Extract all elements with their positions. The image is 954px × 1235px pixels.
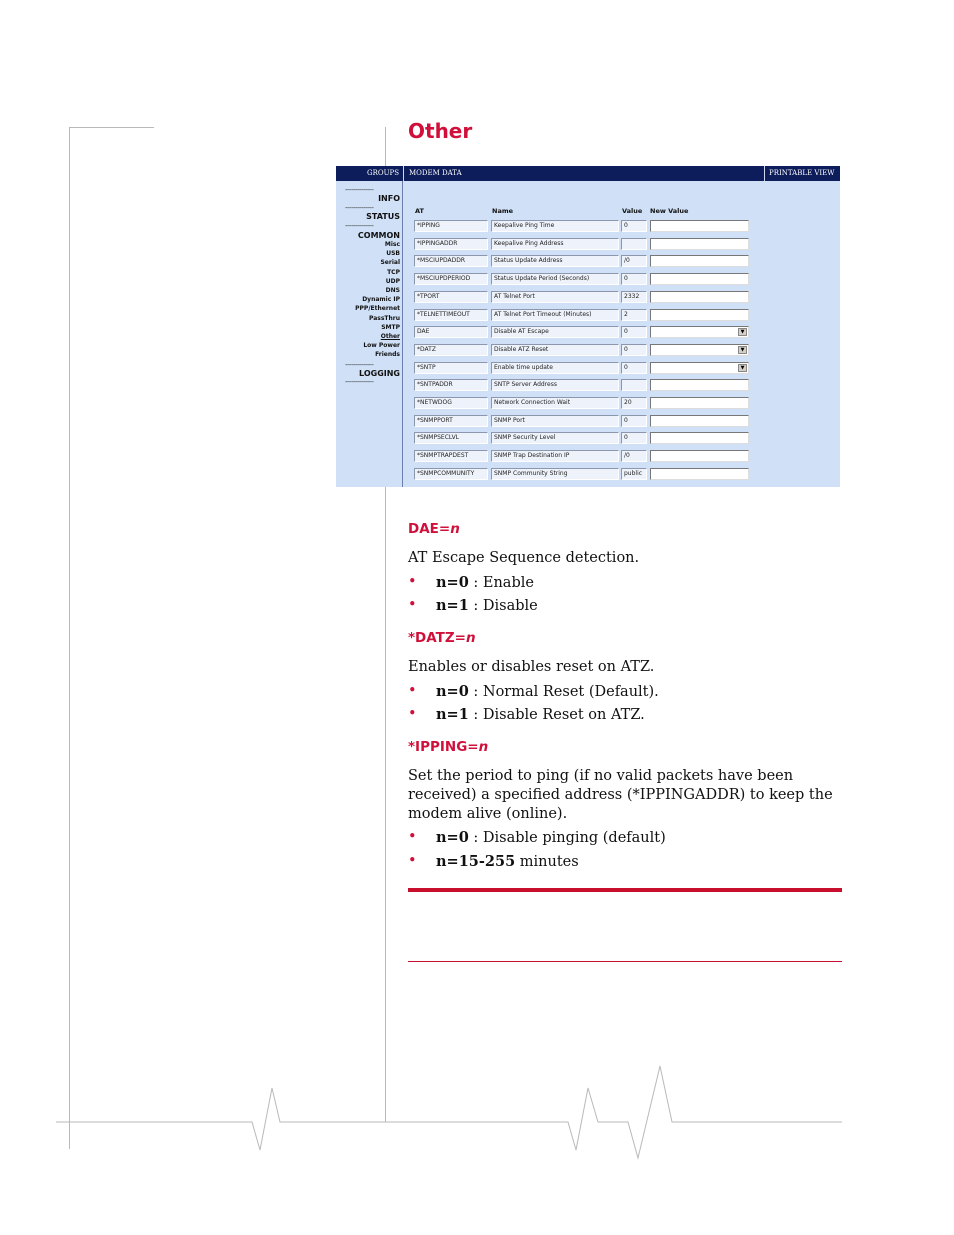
col-header-new-value: New Value — [650, 207, 689, 215]
option-text: : Disable pinging (default) — [468, 830, 666, 846]
value-cell: 0 — [621, 273, 647, 285]
nav-item-passthru[interactable]: PassThru — [368, 314, 400, 322]
new-value-select[interactable] — [650, 362, 749, 374]
name-cell: SNMP Community String — [491, 468, 619, 480]
nav-item-dynamic-ip[interactable]: Dynamic IP — [362, 296, 400, 304]
modem-data-screenshot — [336, 166, 840, 487]
option-text: : Enable — [468, 575, 534, 591]
nav-item-ppp-ethernet[interactable]: PPP/Ethernet — [355, 305, 400, 313]
value-cell: 2 — [621, 309, 647, 321]
at-command-cell: *MSCIUPDPERIOD — [414, 273, 488, 285]
value-cell: 0 — [621, 326, 647, 338]
groups-nav — [336, 181, 403, 487]
chevron-down-icon[interactable]: ▼ — [738, 346, 747, 354]
bullet-icon: • — [408, 574, 417, 590]
new-value-input[interactable] — [650, 309, 749, 321]
name-cell: Disable ATZ Reset — [491, 344, 619, 356]
dae-description: AT Escape Sequence detection. — [408, 550, 640, 566]
at-command-cell: *DATZ — [414, 344, 488, 356]
name-cell: AT Telnet Port — [491, 291, 619, 303]
groups-header: GROUPS — [367, 169, 400, 177]
value-cell: 0 — [621, 362, 647, 374]
option-code: n=0 — [436, 683, 469, 700]
modem-data-header: MODEM DATA — [409, 169, 462, 177]
value-cell — [621, 238, 647, 250]
bullet-icon: • — [408, 706, 417, 722]
header-separator — [403, 166, 404, 181]
footer-rule-thin — [408, 961, 842, 962]
name-cell: Status Update Address — [491, 255, 619, 267]
nav-divider: -------------- — [345, 204, 374, 212]
at-command-cell: *SNMPSECLVL — [414, 432, 488, 444]
modem-data-table — [403, 181, 840, 487]
chevron-down-icon[interactable]: ▼ — [738, 328, 747, 336]
param-argument: n — [478, 739, 489, 755]
name-cell: SNMP Security Level — [491, 432, 619, 444]
at-command-cell: *MSCIUPDADDR — [414, 255, 488, 267]
value-cell: 0 — [621, 415, 647, 427]
heartbeat-line-decoration — [0, 1060, 954, 1170]
value-cell: public — [621, 468, 647, 480]
value-cell: 0 — [621, 432, 647, 444]
option-text: : Disable Reset on ATZ. — [468, 707, 645, 723]
option-code: n=0 — [436, 829, 469, 846]
new-value-input[interactable] — [650, 238, 749, 250]
at-command-cell: DAE — [414, 326, 488, 338]
nav-status[interactable]: STATUS — [366, 212, 400, 221]
option-code: n=0 — [436, 574, 469, 591]
nav-divider: -------------- — [345, 361, 374, 369]
at-command-cell: *TELNETTIMEOUT — [414, 309, 488, 321]
new-value-select[interactable] — [650, 326, 749, 338]
at-command-cell: *SNMPPORT — [414, 415, 488, 427]
nav-item-tcp[interactable]: TCP — [387, 268, 400, 276]
name-cell: SNMP Trap Destination IP — [491, 450, 619, 462]
at-command-cell: *IPPINGADDR — [414, 238, 488, 250]
param-command: *DATZ= — [408, 630, 466, 646]
nav-item-udp[interactable]: UDP — [385, 277, 400, 285]
col-header-name: Name — [492, 207, 514, 215]
nav-item-friends[interactable]: Friends — [375, 351, 400, 359]
option-code: n=1 — [436, 597, 469, 614]
nav-divider: -------------- — [345, 186, 374, 194]
screenshot-header — [336, 166, 840, 181]
nav-logging[interactable]: LOGGING — [359, 369, 400, 378]
name-cell: AT Telnet Port Timeout (Minutes) — [491, 309, 619, 321]
nav-item-misc[interactable]: Misc — [384, 241, 400, 248]
new-value-input[interactable] — [650, 415, 749, 427]
param-argument: n — [450, 521, 460, 537]
param-heading-ipping — [408, 739, 488, 755]
name-cell: Status Update Period (Seconds) — [491, 273, 619, 285]
section-title: Other — [408, 119, 473, 143]
at-command-cell: *SNTPADDR — [414, 379, 488, 391]
datz-description: Enables or disables reset on ATZ. — [408, 659, 655, 675]
new-value-input[interactable] — [650, 255, 749, 267]
col-header-at: AT — [415, 207, 424, 215]
param-command: *IPPING= — [408, 739, 479, 755]
new-value-input[interactable] — [650, 450, 749, 462]
name-cell: SNMP Port — [491, 415, 619, 427]
header-separator — [764, 166, 765, 181]
name-cell: Disable AT Escape — [491, 326, 619, 338]
value-cell: 2332 — [621, 291, 647, 303]
value-cell — [621, 379, 647, 391]
new-value-input[interactable] — [650, 291, 749, 303]
nav-item-usb[interactable]: USB — [386, 250, 400, 258]
new-value-input[interactable] — [650, 468, 749, 480]
option-code: n=15-255 — [436, 853, 516, 870]
at-command-cell: *SNMPTRAPDEST — [414, 450, 488, 462]
param-heading-dae — [408, 521, 460, 537]
value-cell: 0 — [621, 344, 647, 356]
name-cell: SNTP Server Address — [491, 379, 619, 391]
new-value-input[interactable] — [650, 397, 749, 409]
chevron-down-icon[interactable]: ▼ — [738, 364, 747, 372]
footer-rule-thick — [408, 888, 842, 892]
param-argument: n — [465, 630, 476, 646]
at-command-cell: *TPORT — [414, 291, 488, 303]
name-cell: Enable time update — [491, 362, 619, 374]
nav-item-low-power[interactable]: Low Power — [363, 342, 400, 350]
name-cell: Keepalive Ping Time — [491, 220, 619, 232]
at-command-cell: *IPPING — [414, 220, 488, 232]
nav-item-other[interactable]: Other — [380, 333, 400, 340]
nav-item-smtp[interactable]: SMTP — [381, 323, 400, 331]
value-cell: 0 — [621, 220, 647, 232]
value-cell: /0 — [621, 255, 647, 267]
nav-common[interactable]: COMMON — [357, 231, 400, 240]
nav-item-dns[interactable]: DNS — [385, 287, 400, 294]
value-cell: 20 — [621, 397, 647, 409]
printable-view-link[interactable]: PRINTABLE VIEW — [769, 169, 835, 177]
option-text: minutes — [515, 854, 579, 870]
nav-item-serial[interactable]: Serial — [380, 259, 400, 267]
new-value-input[interactable] — [650, 432, 749, 444]
param-command: DAE= — [408, 521, 451, 537]
nav-divider: -------------- — [345, 222, 374, 230]
col-header-value: Value — [622, 207, 643, 215]
at-command-cell: *SNMPCOMMUNITY — [414, 468, 488, 480]
name-cell: Keepalive Ping Address — [491, 238, 619, 250]
ipping-description: Set the period to ping (if no valid packets have been received) a specified address (*IPPINGADDR) to keep the modem alive (online). — [408, 768, 833, 822]
param-heading-datz — [408, 630, 476, 646]
bullet-icon: • — [408, 829, 417, 845]
frame-left-line — [69, 127, 70, 1149]
value-cell: /0 — [621, 450, 647, 462]
nav-info[interactable]: INFO — [378, 194, 400, 203]
at-command-cell: *SNTP — [414, 362, 488, 374]
new-value-input[interactable] — [650, 273, 749, 285]
new-value-select[interactable] — [650, 344, 749, 356]
bullet-icon: • — [408, 597, 417, 613]
new-value-input[interactable] — [650, 220, 749, 232]
bullet-icon: • — [408, 683, 417, 699]
frame-top-line — [69, 127, 154, 128]
name-cell: Network Connection Wait — [491, 397, 619, 409]
option-code: n=1 — [436, 706, 469, 723]
nav-divider: -------------- — [345, 378, 374, 386]
bullet-icon: • — [408, 853, 417, 869]
at-command-cell: *NETWDOG — [414, 397, 488, 409]
option-text: : Normal Reset (Default). — [468, 684, 659, 700]
option-text: : Disable — [468, 598, 538, 614]
new-value-input[interactable] — [650, 379, 749, 391]
